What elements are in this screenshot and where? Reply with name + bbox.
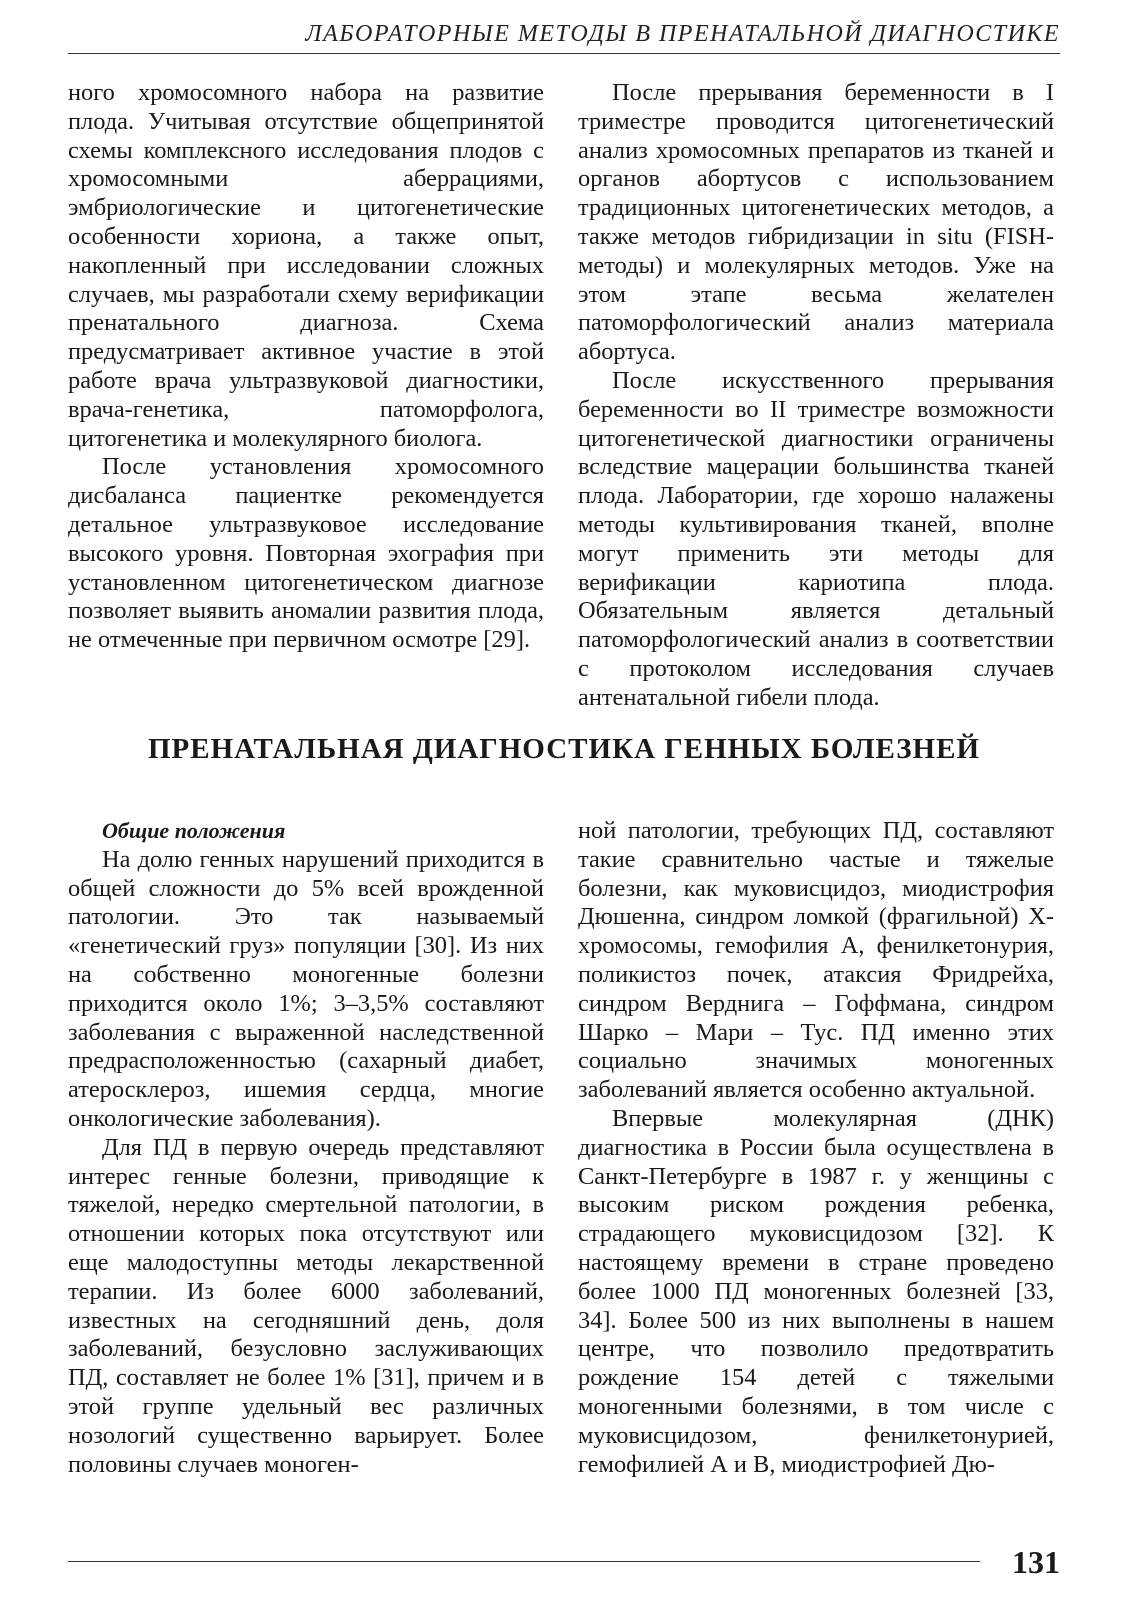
- paragraph: На долю генных нарушений приходится в общей сложности до 5% всей врожденной патологии. Это так называемый «генетический груз» популяции [30]. Из них на собственно моногенные болезни приходится около 1%; 3–3,5% составляют заболевания с выраженной наследственной предрасположенностью (сахарный диабет, атеросклероз, ишемия сердца, многие онкологические заболевания).: [68, 845, 544, 1132]
- paragraph: После установления хромосомного дисбаланса пациентке рекомендуется детальное ультразвуковое исследование высокого уровня. Повторная эхография при установленном цитогенетическом диагнозе позволяет выявить аномалии развития плода, не отмеченные при первичном осмотре [29].: [68, 453, 544, 654]
- section-title: ПРЕНАТАЛЬНАЯ ДИАГНОСТИКА ГЕННЫХ БОЛЕЗНЕЙ: [147, 733, 981, 765]
- paragraph: После искусственного прерывания беременности во II триместре возможности цитогенетической диагностики ограничены вследствие мацерации большинства тканей плода. Лаборатории, где хорошо налажены методы культивирования тканей, вполне могут применить эти методы для верификации кариотипа плода. Обязательным является детальный патоморфологический анализ в соответствии с протоколом исследования случаев антенатальной гибели плода.: [578, 366, 1054, 711]
- paragraph: ной патологии, требующих ПД, составляют такие сравнительно частые и тяжелые болезни, как муковисцидоз, миодистрофия Дюшенна, синдром ломкой (фрагильной) Х-хромосомы, гемофилия А, фенилкетонурия, поликистоз почек, атаксия Фридрейха, синдром Верднига – Гоффмана, синдром Шарко – Мари – Тус. ПД именно этих социально значимых моногенных заболеваний является особенно актуальной.: [578, 817, 1054, 1104]
- paragraph: Впервые молекулярная (ДНК) диагностика в России была осуществлена в Санкт-Петербурге в 1987 г. у женщины с высоким риском рождения ребенка, страдающего муковисцидозом [32]. К настоящему времени в стране проведено более 1000 ПД моногенных болезней [33, 34]. Более 500 из них выполнены в нашем центре, что позволило предотвратить рождение 154 детей с тяжелыми моногенными болезнями, в том числе с муковисцидозом, фенилкетонурией, гемофилией А и В, миодистрофией Дю-: [578, 1104, 1054, 1478]
- paragraph: Для ПД в первую очередь представляют интерес генные болезни, приводящие к тяжелой, нередко смертельной патологии, в отношении которых пока отсутствуют или еще малодоступны методы лекарственной терапии. Из более 6000 заболеваний, известных на сегодняшний день, доля заболеваний, безусловно заслуживающих ПД, составляет не более 1% [31], причем и в этой группе удельный вес различных нозологий существенно варьирует. Более половины случаев моноген-: [68, 1133, 544, 1478]
- page-number: 131: [1012, 1544, 1060, 1580]
- top-right-column: [578, 79, 1054, 713]
- header-rule: [68, 53, 1060, 54]
- footer-rule: [68, 1561, 980, 1562]
- bottom-right-column: [578, 817, 1054, 1479]
- paragraph: ного хромосомного набора на развитие плода. Учитывая отсутствие общепринятой схемы комплексного исследования плодов с хромосомными аберрациями, эмбриологические и цитогенетические особенности хориона, а также опыт, накопленный при исследовании сложных случаев, мы разработали схему верификации пренатального диагноза. Схема предусматривает активное участие в этой работе врача ультразвуковой диагностики, врача-генетика, патоморфолога, цитогенетика и молекулярного биолога.: [68, 79, 544, 452]
- top-left-column: [68, 79, 544, 655]
- running-header: ЛАБОРАТОРНЫЕ МЕТОДЫ В ПРЕНАТАЛЬНОЙ ДИАГНОСТИКЕ: [305, 21, 1060, 47]
- subheading: Общие положения: [102, 818, 286, 843]
- paragraph: После прерывания беременности в I триместре проводится цитогенетический анализ хромосомных препаратов из тканей и органов абортусов с использованием традиционных цитогенетических методов, а также методов гибридизации in situ (FISH-методы) и молекулярных методов. Уже на этом этапе весьма желателен патоморфологический анализ материала абортуса.: [578, 79, 1054, 366]
- bottom-left-column: [68, 817, 544, 1479]
